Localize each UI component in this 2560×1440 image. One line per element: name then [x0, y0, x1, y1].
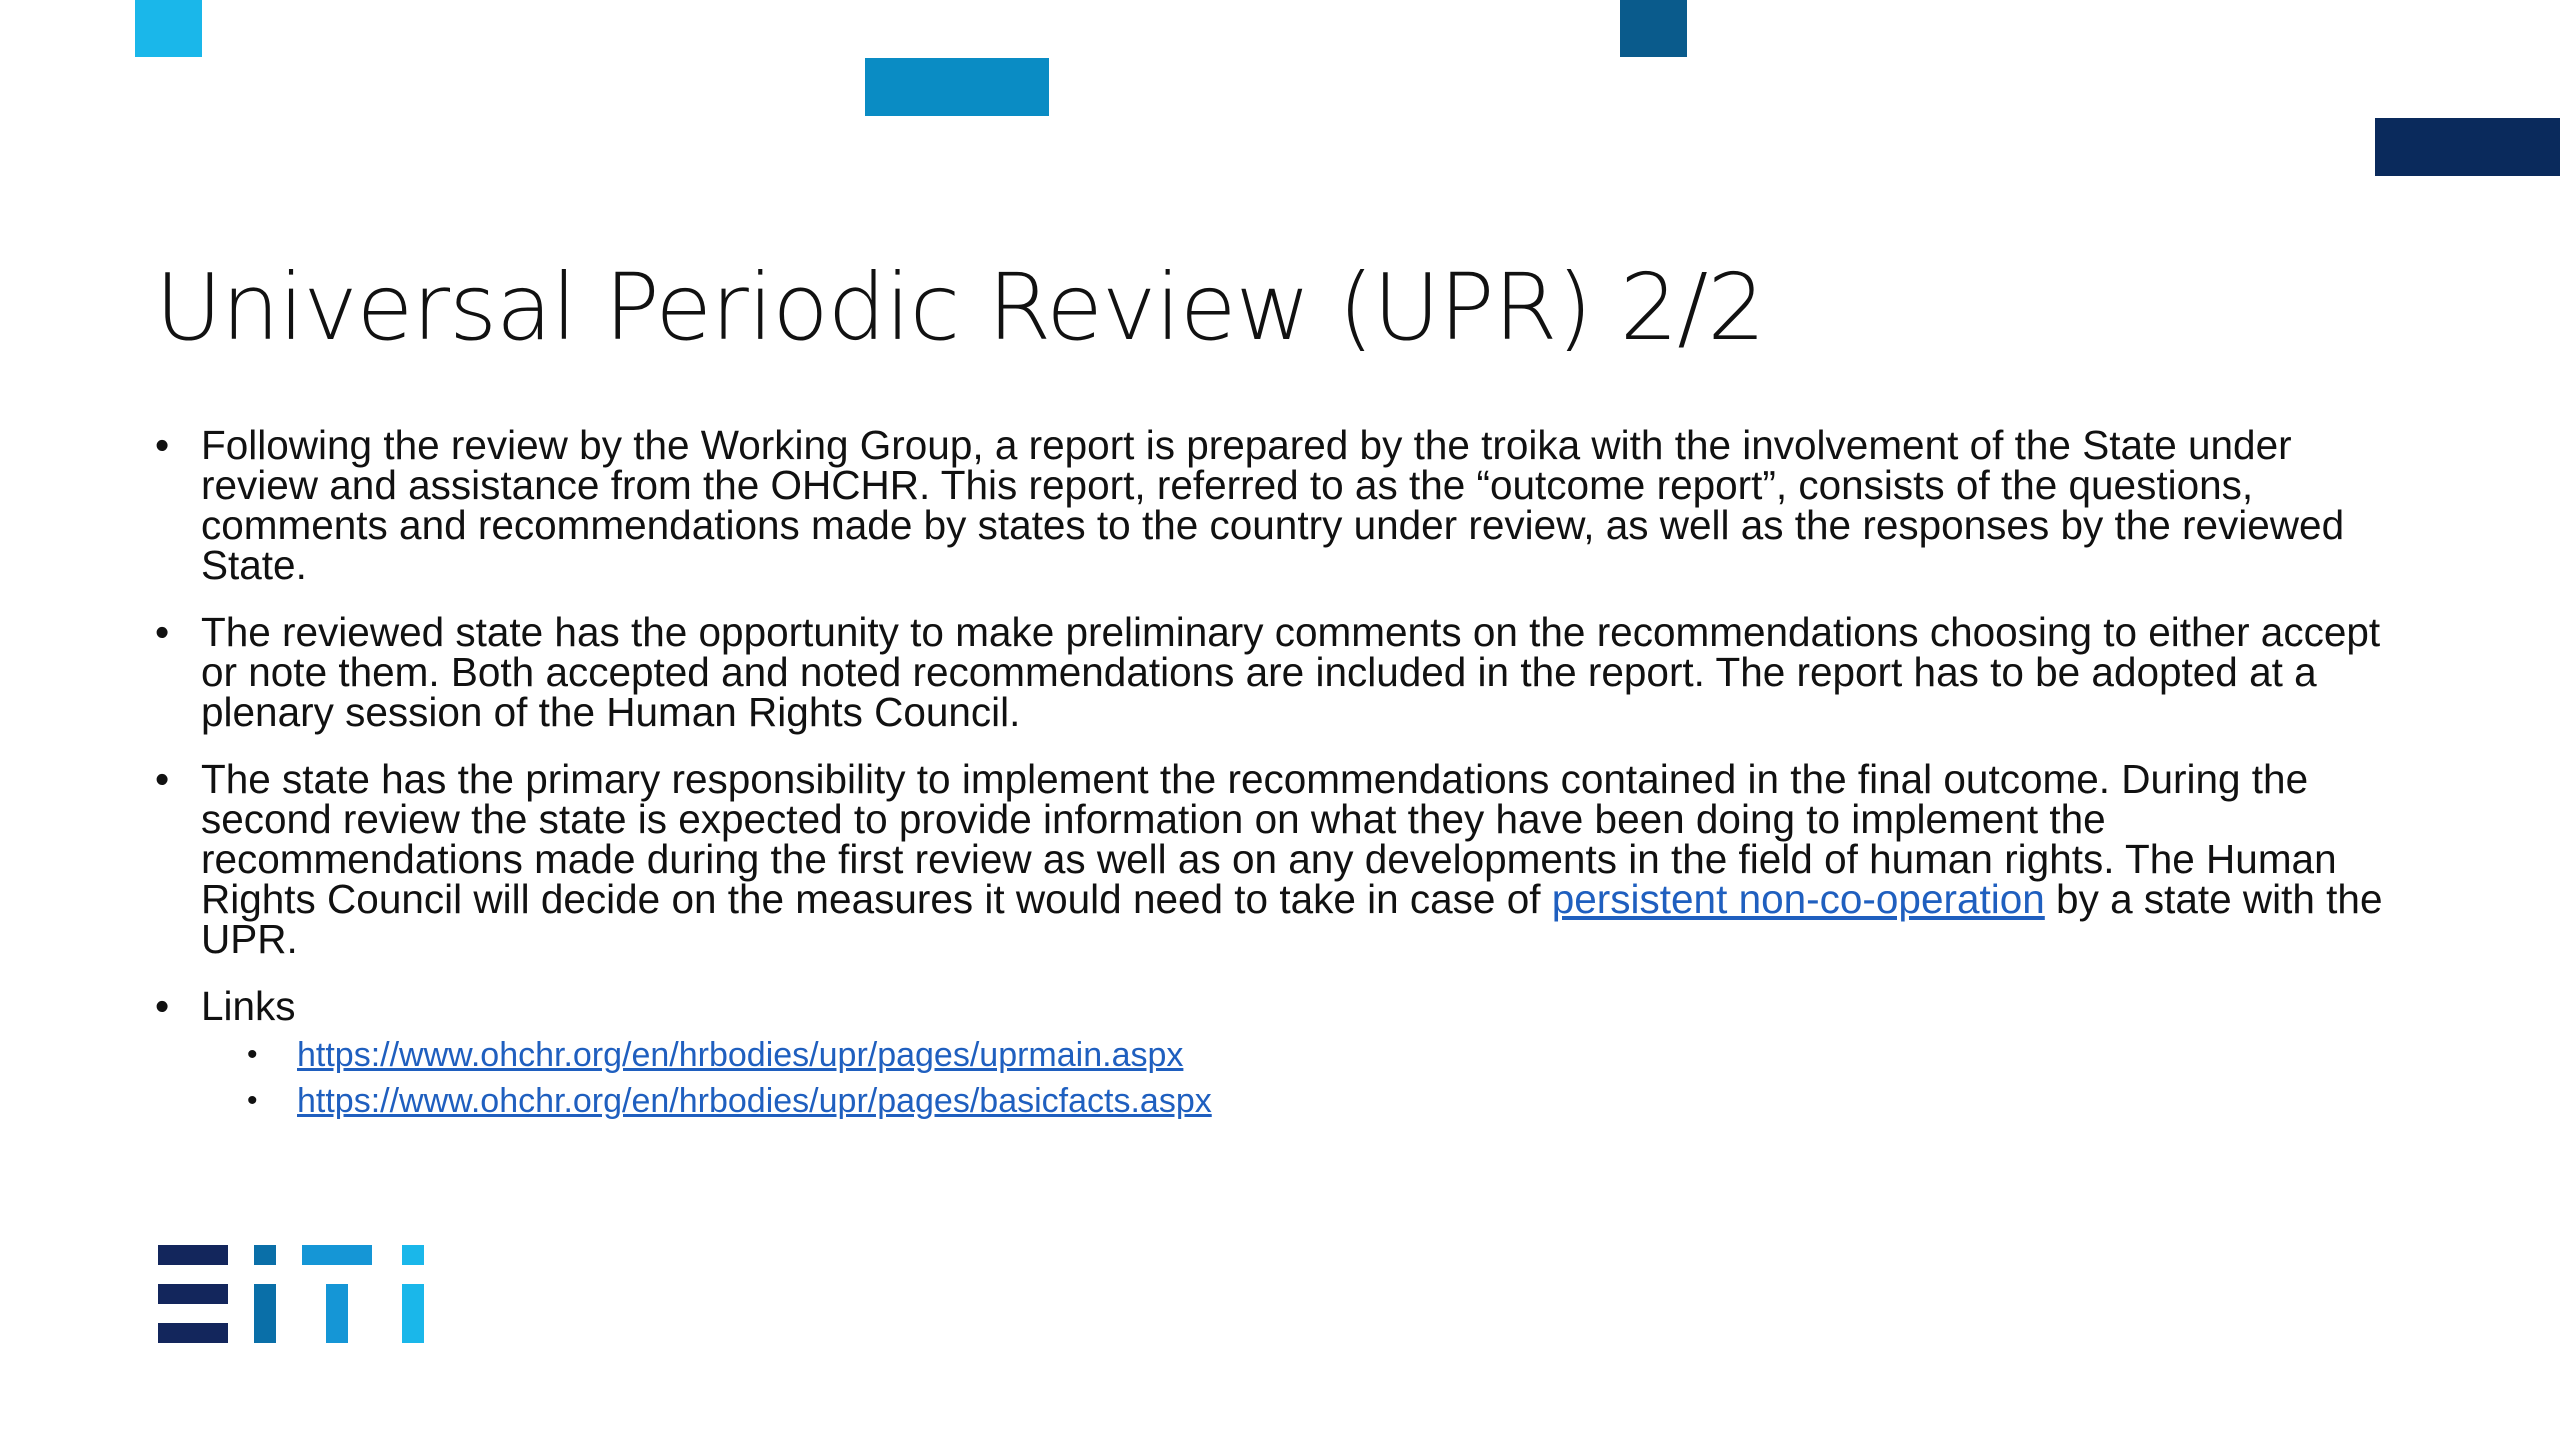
logo-e-top-bar	[158, 1245, 228, 1265]
uprmain-link[interactable]: https://www.ohchr.org/en/hrbodies/upr/pages/uprmain.aspx	[297, 1036, 1184, 1074]
bullet-text: Links	[201, 983, 296, 1029]
logo-t-stem	[326, 1284, 348, 1343]
bullet-text: Following the review by the Working Group, a report is prepared by the troika with the involvement of the State under review and assistance from the OHCHR. This report, referred to as the “outcome report”, consists of the questions, comments and recommendations made by states to the country under review, as well as the responses by the reviewed State.	[201, 422, 2345, 588]
bullet-item-implementation	[155, 756, 2410, 962]
bullet-glyph: •	[155, 422, 170, 468]
decorative-block-light-blue	[135, 0, 202, 57]
bullet-glyph: •	[155, 756, 170, 802]
decorative-block-navy	[2375, 118, 2560, 176]
persistent-non-co-operation-link[interactable]: persistent non-co-operation	[1551, 876, 2045, 922]
logo-i-dot	[254, 1245, 276, 1265]
links-sublist	[201, 1032, 2410, 1124]
sub-bullet-item	[201, 1032, 2410, 1078]
bullet-text-after-link: by a state with the UPR.	[201, 876, 2383, 962]
sub-bullet-glyph: •	[247, 1084, 258, 1117]
bullet-text-before-link: The state has the primary responsibility to implement the recommendations contained in the final outcome. During the second review the state is expected to provide information on what they have been doing to implement the recommendations made during the first review as well as on any developments in the field of human rights. The Human Rights Council will decide on the measures it would need to take in case of	[201, 756, 2337, 922]
decorative-block-medium-blue	[865, 58, 1049, 116]
logo-e-bottom-bar	[158, 1323, 228, 1343]
bullet-list	[155, 422, 2410, 1124]
bullet-glyph: •	[155, 609, 170, 655]
logo-t-bar	[302, 1245, 372, 1265]
slide-content	[155, 422, 2410, 1151]
bullet-item-preliminary-comments	[155, 609, 2410, 735]
decorative-block-steel-blue	[1620, 0, 1687, 57]
logo-e-middle-bar	[158, 1284, 228, 1304]
bullet-item-links	[155, 983, 2410, 1124]
logo-i2-dot	[402, 1245, 424, 1265]
bullet-item-outcome-report	[155, 422, 2410, 588]
sub-bullet-item	[201, 1078, 2410, 1124]
eiti-logo	[158, 1245, 426, 1343]
basicfacts-link[interactable]: https://www.ohchr.org/en/hrbodies/upr/pages/basicfacts.aspx	[297, 1082, 1212, 1120]
bullet-text: The reviewed state has the opportunity to make preliminary comments on the recommendations choosing to either accept or note them. Both accepted and noted recommendations are included in the report. The report has to be adopted at a plenary session of the Human Rights Council.	[201, 609, 2381, 735]
logo-i2-stem	[402, 1284, 424, 1343]
bullet-glyph: •	[155, 983, 170, 1029]
slide-title: Universal Periodic Review (UPR) 2/2	[155, 254, 1765, 361]
sub-bullet-glyph: •	[247, 1038, 258, 1071]
logo-i-stem	[254, 1284, 276, 1343]
